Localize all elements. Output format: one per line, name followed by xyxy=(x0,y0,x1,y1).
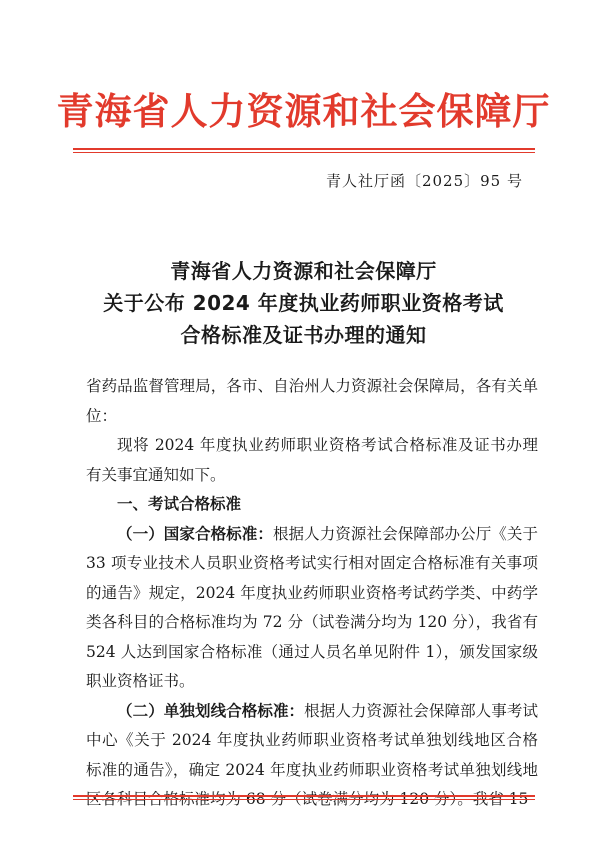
title-line-1: 青海省人力资源和社会保障厅 xyxy=(170,259,437,283)
section-1-heading: 一、考试合格标准 xyxy=(117,495,242,513)
issuing-authority-header: 青海省人力资源和社会保障厅 xyxy=(56,90,551,133)
header-red-rule xyxy=(73,148,535,153)
document-title xyxy=(0,255,607,351)
item-1-text: 根据人力资源社会保障部办公厅《关于 33 项专业技术人员职业资格考试实行相对固定合格标准有关事项的通告》规定，2024 年度执业药师职业资格考试药学类、中药学类各科目的合格标准均为 72 分（试卷满分均为 120 分），我省有 524 人达到国家合格标准（通过人员名单见附件 1），颁发国家级职业资格证书。 xyxy=(86,524,538,690)
intro-paragraph: 现将 2024 年度执业药师职业资格考试合格标准及证书办理有关事宜通知如下。 xyxy=(86,436,538,484)
item-1-label: （一）国家合格标准： xyxy=(117,524,273,543)
item-2-text: 根据人力资源社会保障部人事考试中心《关于 2024 年度执业药师职业资格考试单独划线地区合格标准的通告》，确定 2024 年度执业药师职业资格考试单独划线地区各科目合格标准均为 68 分（试卷满分均为 120 分）。我省 15 xyxy=(86,701,538,808)
footer-red-rule xyxy=(73,795,535,800)
title-line-2: 关于公布 2024 年度执业药师职业资格考试 xyxy=(103,291,504,315)
item-2-label: （二）单独划线合格标准： xyxy=(117,701,305,720)
document-body xyxy=(86,372,538,815)
title-line-3: 合格标准及证书办理的通知 xyxy=(180,323,427,347)
recipients-line: 省药品监督管理局，各市、自治州人力资源社会保障局，各有关单位： xyxy=(86,377,538,425)
item-1-paragraph xyxy=(86,520,538,697)
document-number: 青人社厅函〔2025〕95 号 xyxy=(325,172,523,190)
